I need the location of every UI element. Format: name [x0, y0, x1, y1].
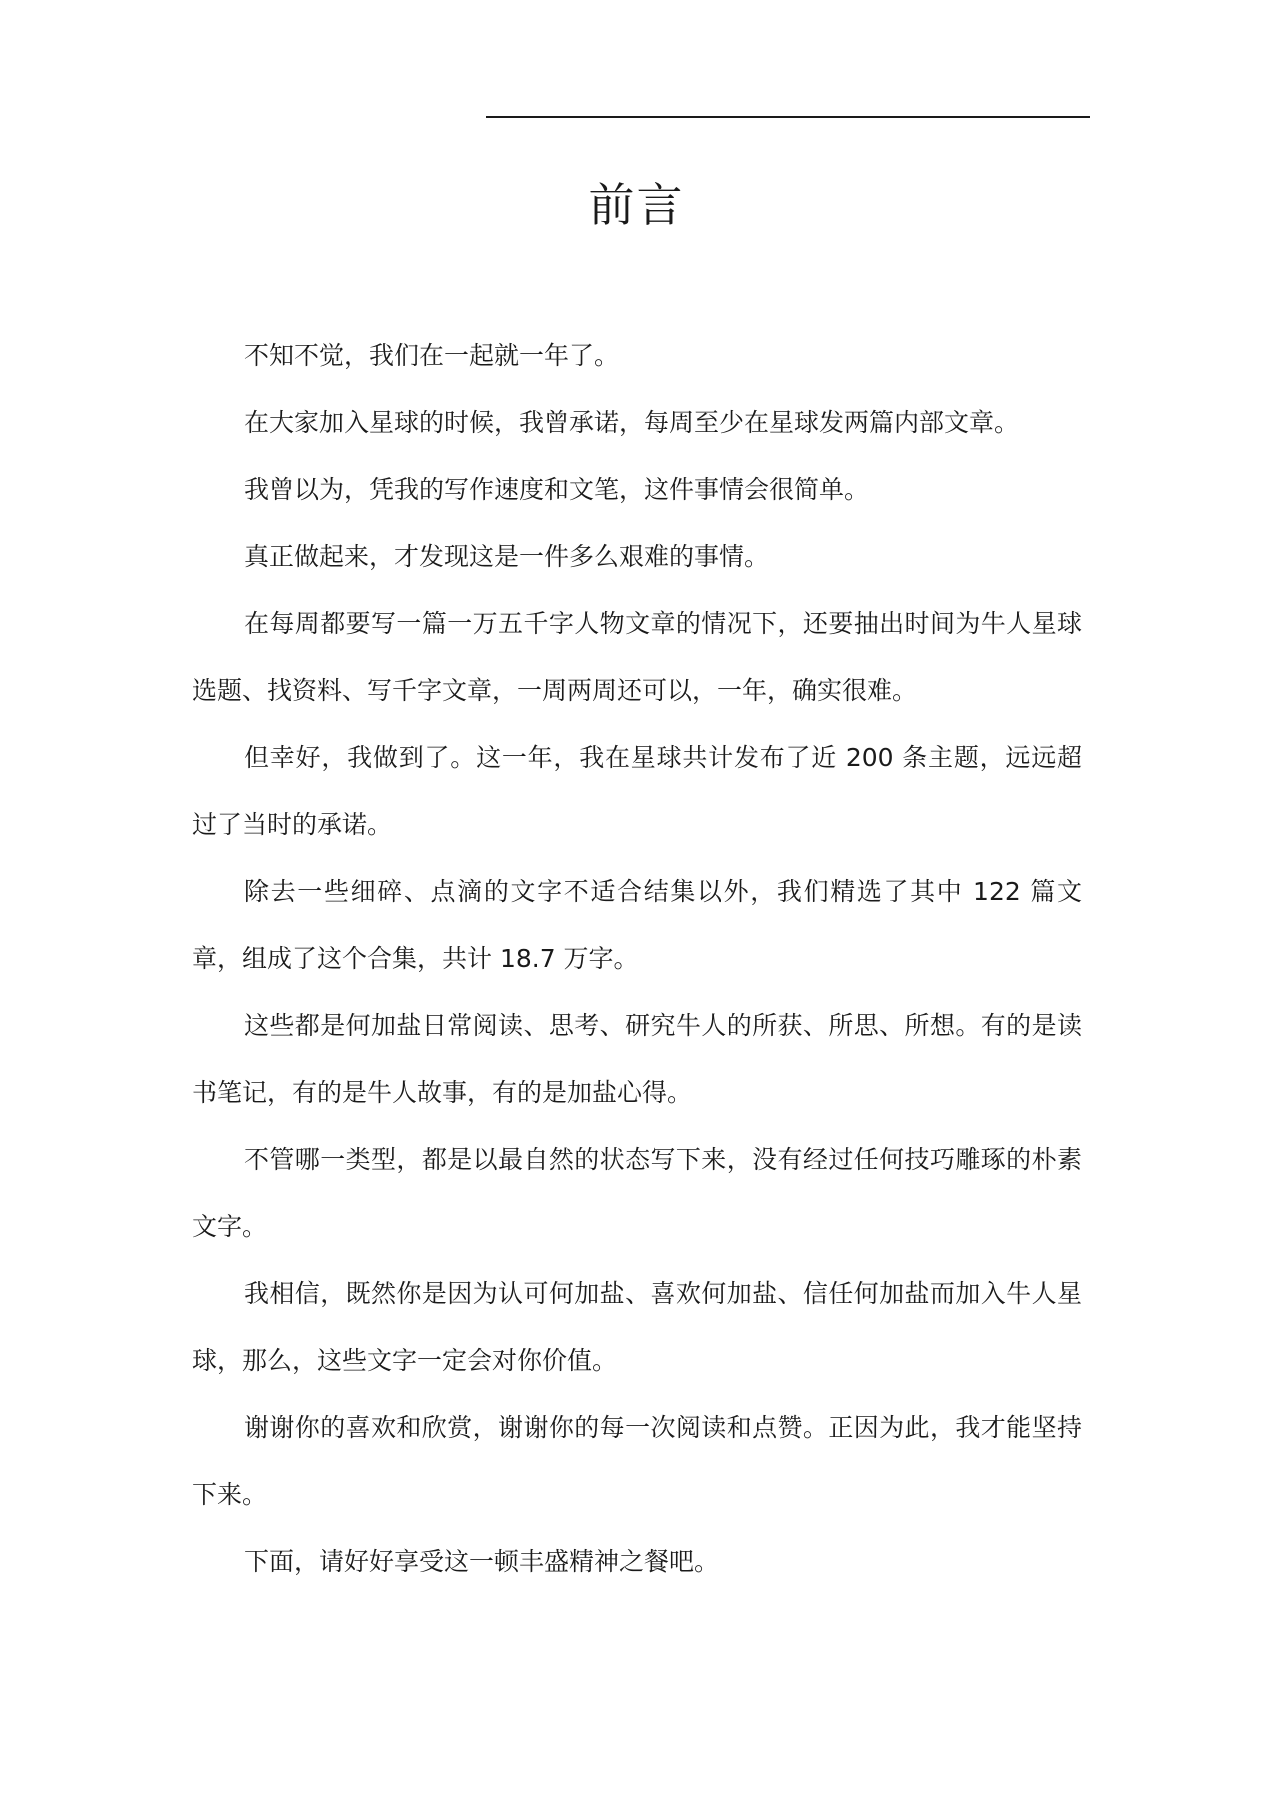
paragraph: 真正做起来，才发现这是一件多么艰难的事情。 [244, 542, 770, 571]
page-title: 前言 [588, 178, 685, 232]
paragraph: 在大家加入星球的时候，我曾承诺，每周至少在星球发两篇内部文章。 [244, 408, 1020, 437]
paragraph: 我相信，既然你是因为认可何加盐、喜欢何加盐、信任何加盐而加入牛人星球，那么，这些文字一定会对你价值。 [192, 1279, 1082, 1375]
paragraph: 下面，请好好享受这一顿丰盛精神之餐吧。 [244, 1547, 720, 1576]
paragraph: 我曾以为，凭我的写作速度和文笔，这件事情会很简单。 [244, 475, 870, 504]
paragraph: 不知不觉，我们在一起就一年了。 [244, 341, 620, 370]
header-rule [486, 116, 1090, 118]
body-text [192, 322, 1082, 1595]
paragraph: 除去一些细碎、点滴的文字不适合结集以外，我们精选了其中 122 篇文章，组成了这个合集，共计 18.7 万字。 [192, 877, 1082, 973]
paragraph: 在每周都要写一篇一万五千字人物文章的情况下，还要抽出时间为牛人星球选题、找资料、写千字文章，一周两周还可以，一年，确实很难。 [192, 609, 1082, 705]
paragraph: 不管哪一类型，都是以最自然的状态写下来，没有经过任何技巧雕琢的朴素文字。 [192, 1145, 1082, 1241]
paragraph: 但幸好，我做到了。这一年，我在星球共计发布了近 200 条主题，远远超过了当时的承诺。 [192, 743, 1082, 839]
paragraph: 这些都是何加盐日常阅读、思考、研究牛人的所获、所思、所想。有的是读书笔记，有的是牛人故事，有的是加盐心得。 [192, 1011, 1082, 1107]
paragraph: 谢谢你的喜欢和欣赏，谢谢你的每一次阅读和点赞。正因为此，我才能坚持下来。 [192, 1413, 1082, 1509]
